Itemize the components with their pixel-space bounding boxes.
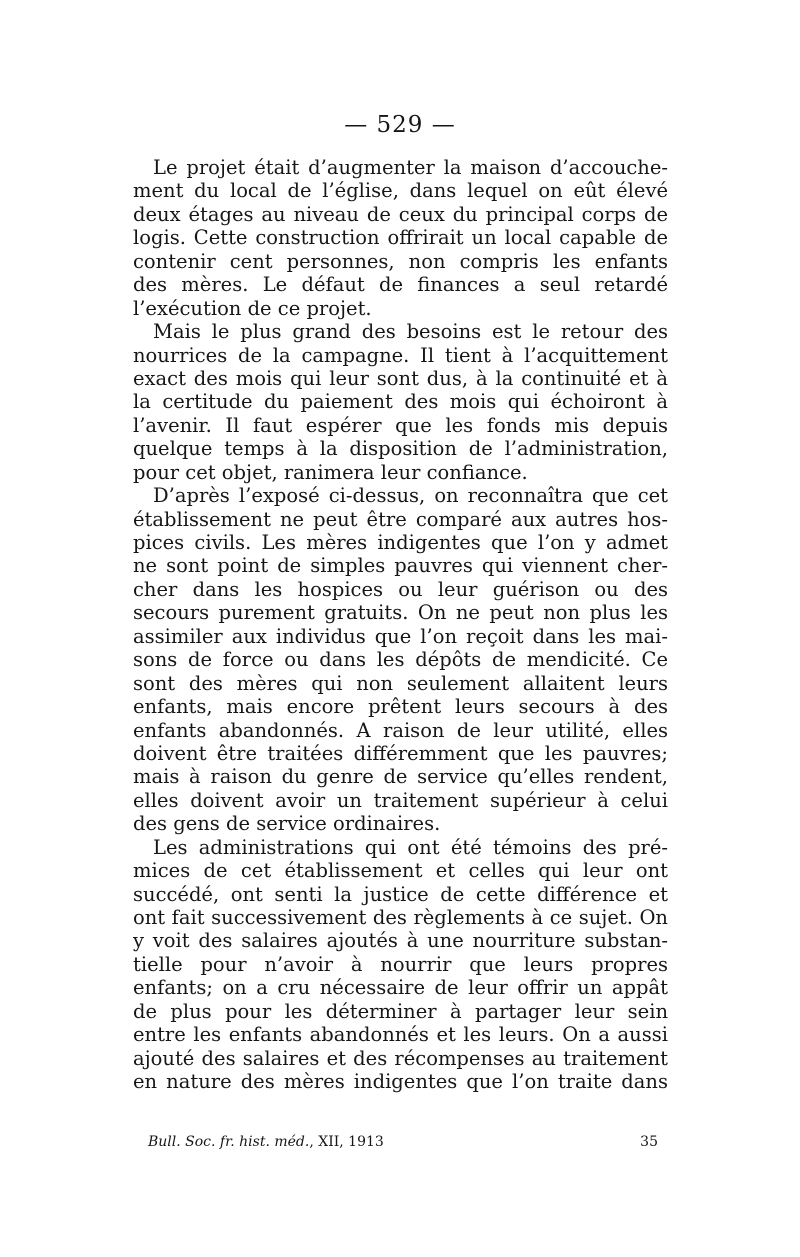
journal-volume-year: , XII, 1913 (309, 1134, 384, 1150)
text-line: entre les enfants abandonnés et les leurs. On a aussi (133, 1023, 668, 1047)
text-line: quelque temps à la disposition de l’administration, (133, 437, 668, 461)
text-line: Mais le plus grand des besoins est le retour des (153, 320, 668, 344)
text-line: Le projet était d’augmenter la maison d’accouche- (153, 156, 668, 179)
text-line: sons de force ou dans les dépôts de mendicité. Ce (133, 648, 668, 672)
text-line: de plus pour les déterminer à partager leur sein (133, 999, 668, 1023)
text-line: établissement ne peut être comparé aux autres hos- (133, 507, 668, 531)
text-line: doivent être traitées différemment que les pauvres; (133, 741, 668, 765)
text-line: succédé, ont senti la justice de cette différence et (133, 882, 668, 906)
text-line: ajouté des salaires et des récompenses au traitement (133, 1046, 668, 1070)
printer-signature: 35 (640, 1134, 658, 1150)
text-line: Les administrations qui ont été témoins des pré- (153, 835, 668, 859)
journal-title: Bull. Soc. fr. hist. méd. (148, 1134, 310, 1150)
text-line: contenir cent personnes, non compris les enfants (133, 249, 668, 273)
text-line: des gens de service ordinaires. (133, 812, 441, 836)
text-line: deux étages au niveau de ceux du principal corps de (133, 202, 668, 226)
text-line: D’après l’exposé ci-dessus, on reconnaîtra que cet (153, 484, 668, 508)
text-line: enfants; on a cru nécessaire de leur offrir un appât (133, 976, 668, 1000)
page-footer (148, 1131, 658, 1153)
text-line: ment du local de l’église, dans lequel on eût élevé (133, 179, 668, 203)
text-line: mais à raison du genre de service qu’elles rendent, (133, 765, 668, 789)
text-line: la certitude du paiement des mois qui échoiront à (133, 390, 668, 414)
text-line: des mères. Le défaut de finances a seul retardé (133, 273, 668, 297)
body-text (133, 156, 668, 1094)
journal-citation (148, 1131, 384, 1153)
text-line: enfants abandonnés. A raison de leur utilité, elles (133, 718, 668, 742)
text-line: pices civils. Les mères indigentes que l’on y admet (133, 531, 668, 554)
text-line: ont fait successivement des règlements à ce sujet. On (133, 906, 668, 929)
text-line: enfants, mais encore prêtent leurs secours à des (133, 695, 668, 719)
text-line: l’exécution de ce projet. (133, 296, 372, 320)
text-line: nourrices de la campagne. Il tient à l’acquittement (133, 343, 668, 367)
text-line: exact des mois qui leur sont dus, à la continuité et à (133, 366, 668, 390)
text-line: secours purement gratuits. On ne peut non plus les (133, 601, 668, 625)
text-line: ne sont point de simples pauvres qui viennent cher- (133, 554, 668, 578)
text-line: cher dans les hospices ou leur guérison ou des (133, 577, 668, 601)
text-line: pour cet objet, ranimera leur confiance. (133, 460, 528, 484)
text-line: assimiler aux individus que l’on reçoit dans les mai- (133, 624, 668, 648)
text-line: elles doivent avoir un traitement supérieur à celui (133, 788, 668, 812)
text-line: logis. Cette construction offrirait un local capable de (133, 226, 668, 250)
text-line: mices de cet établissement et celles qui leur ont (133, 859, 668, 883)
text-line: tielle pour n’avoir à nourrir que leurs propres (133, 952, 668, 976)
text-line: en nature des mères indigentes que l’on traite dans (133, 1070, 668, 1094)
text-line: l’avenir. Il faut espérer que les fonds mis depuis (133, 413, 668, 437)
text-line: sont des mères qui non seulement allaitent leurs (133, 671, 668, 695)
text-line: y voit des salaires ajoutés à une nourriture substan- (133, 929, 668, 953)
page-number: — 529 — (344, 112, 456, 138)
